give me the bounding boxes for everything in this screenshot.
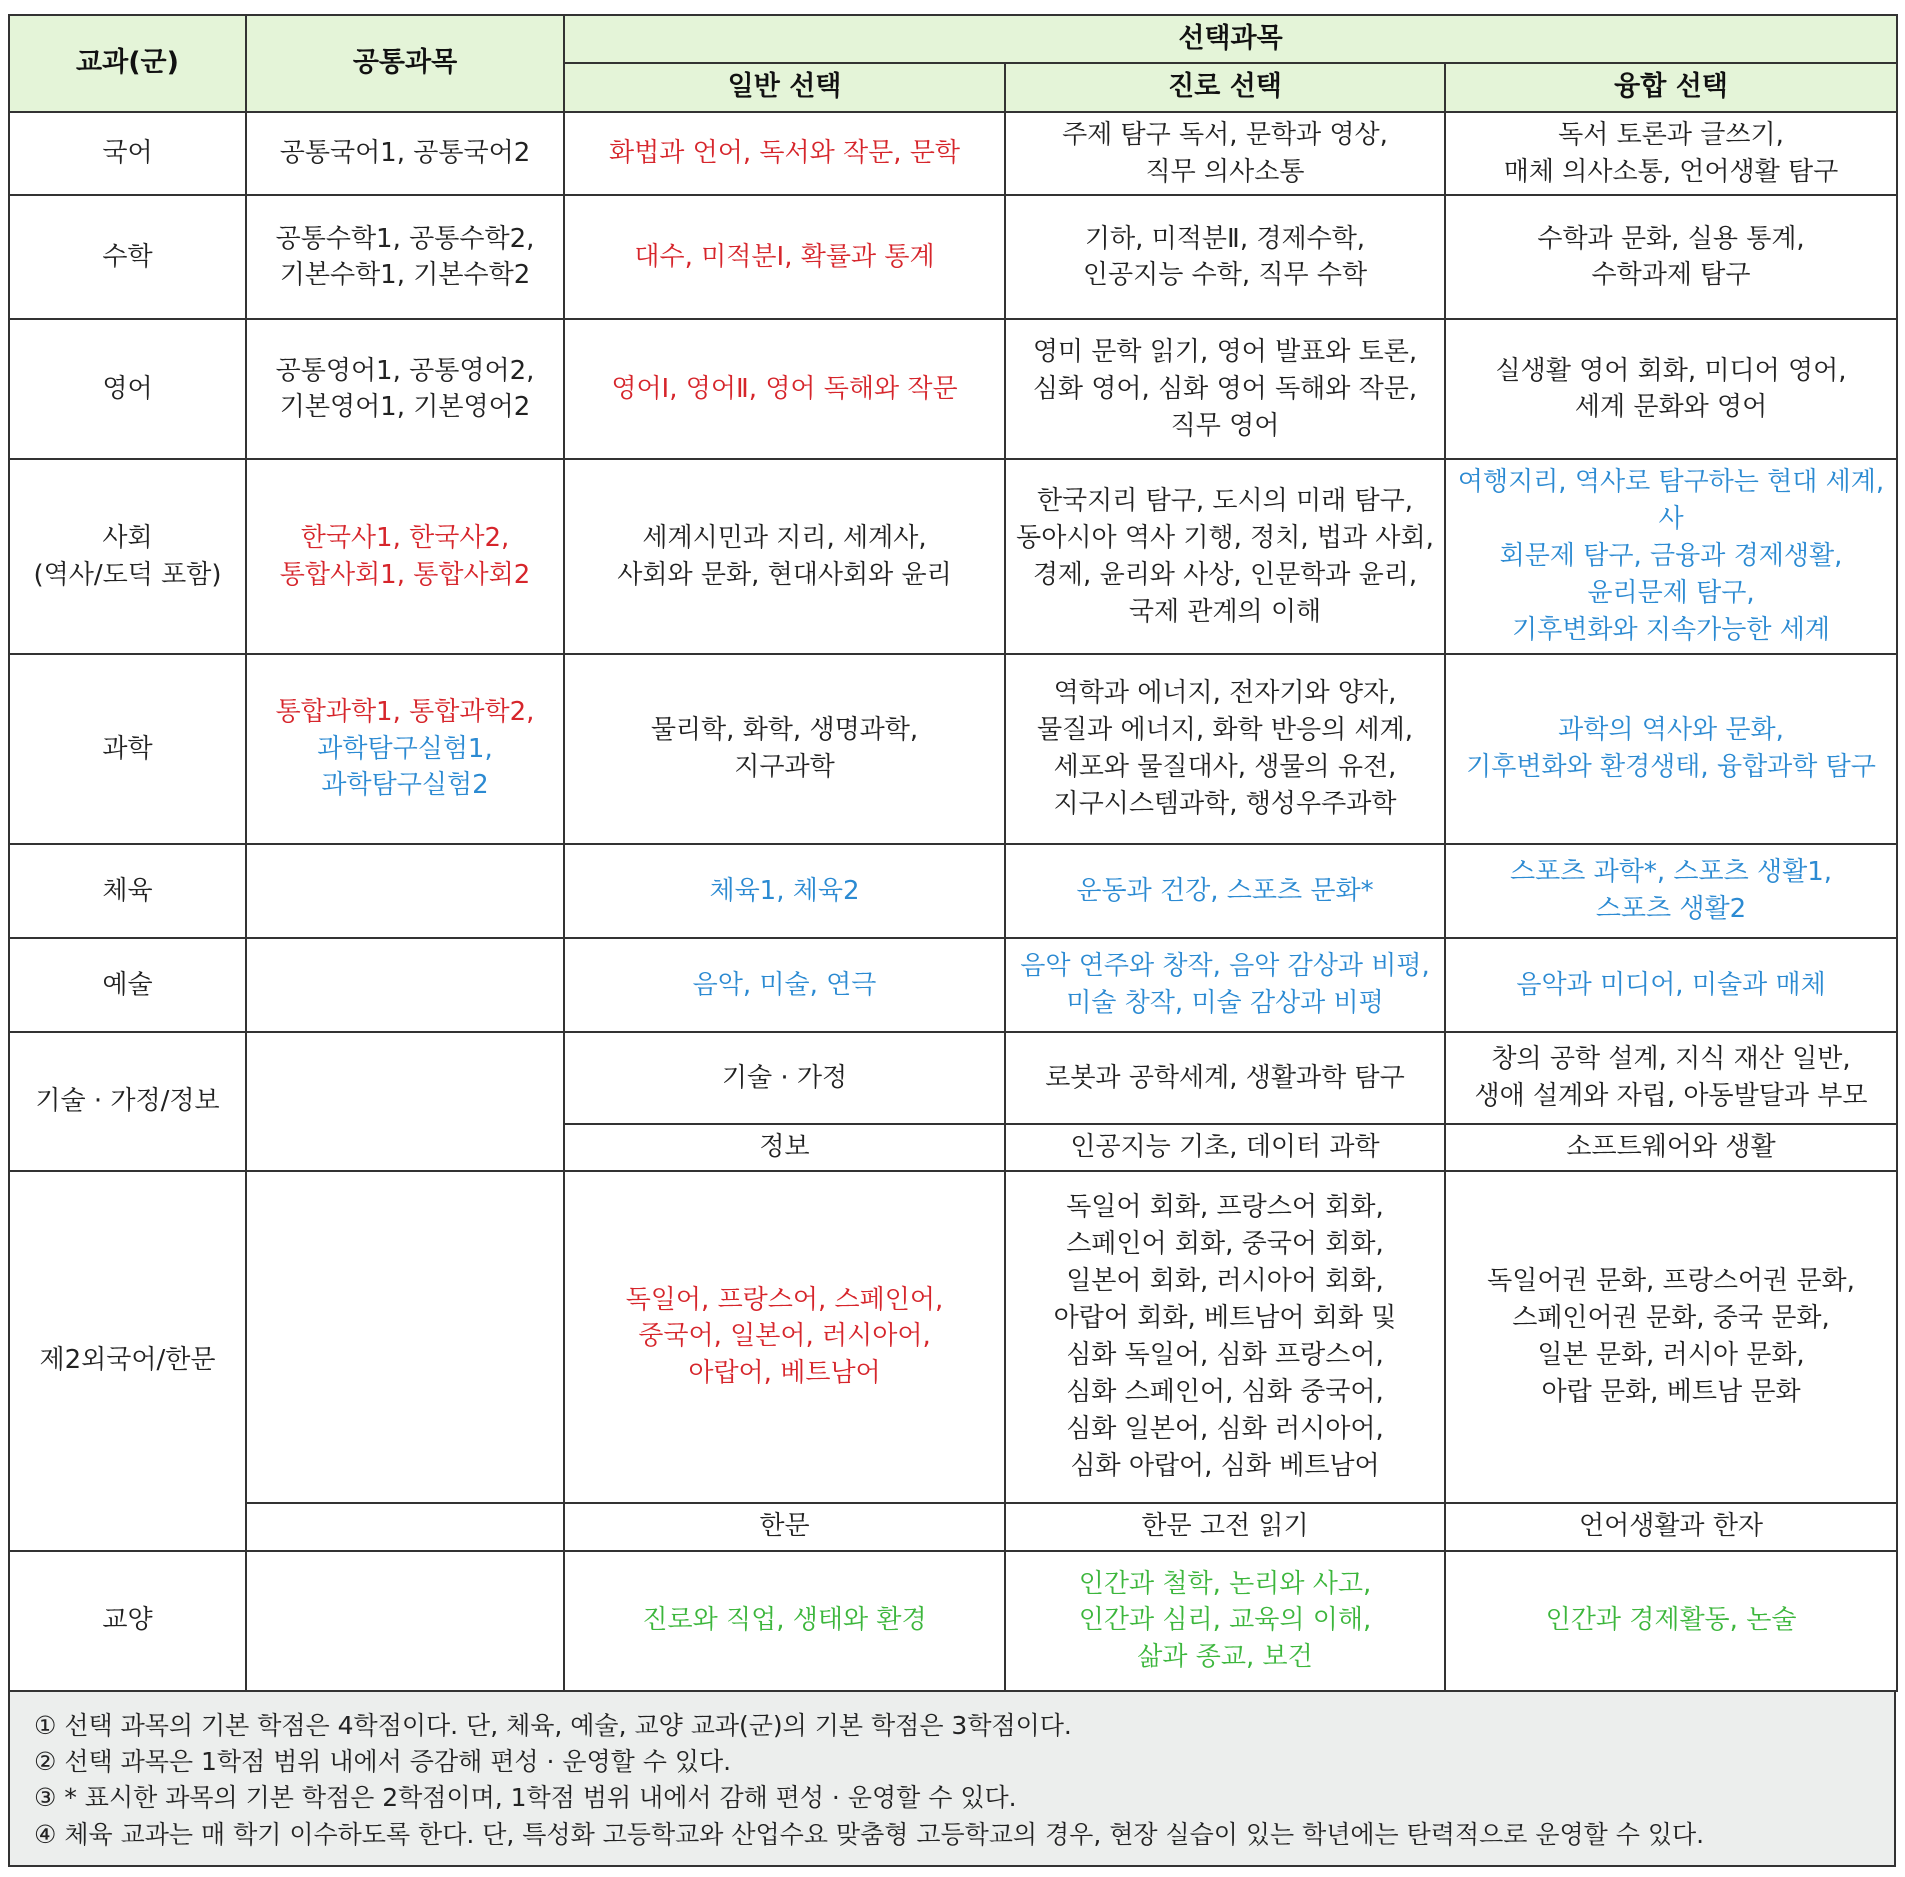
cell-line: 사회와 문화, 현대사회와 윤리 (617, 559, 952, 590)
general-cell (564, 938, 1005, 1032)
fusion-cell (1445, 319, 1897, 459)
cell-line: 화법과 언어, 독서와 작문, 문학 (609, 138, 960, 169)
common-cell (246, 112, 564, 196)
cell-line: 지구시스템과학, 행성우주과학 (1053, 788, 1397, 819)
cell-line: 교양 (102, 1605, 153, 1636)
cell-line: 스페인어 회화, 중국어 회화, (1066, 1229, 1384, 1260)
cell-line: 기본수학1, 기본수학2 (279, 260, 531, 291)
cell-line: 기후변화와 지속가능한 세계 (1512, 615, 1830, 646)
cell-line: 과학 (102, 733, 153, 764)
cell-line: 인간과 철학, 논리와 사고, (1078, 1568, 1372, 1599)
career-cell (1005, 1171, 1445, 1503)
cell-line: (역사/도덕 포함) (33, 559, 222, 590)
cell-line: 심화 독일어, 심화 프랑스어, (1066, 1339, 1384, 1370)
fusion-cell (1445, 195, 1897, 319)
fusion-cell (1445, 1551, 1897, 1691)
career-cell (1005, 938, 1445, 1032)
cell-line: 미술 창작, 미술 감상과 비평 (1066, 988, 1384, 1018)
note-item: ③ * 표시한 과목의 기본 학점은 2학점이며, 1학점 범위 내에서 감해 편성 · 운영할 수 있다. (34, 1783, 1017, 1813)
cell-line: 생애 설계와 자립, 아동발달과 부모 (1474, 1081, 1868, 1111)
general-cell (564, 1124, 1005, 1171)
fusion-cell (1445, 938, 1897, 1032)
cell-line: 동아시아 역사 기행, 정치, 법과 사회, (1016, 522, 1434, 553)
cell-line: 기술 · 가정 (721, 1062, 848, 1093)
common-cell (246, 1503, 564, 1551)
general-cell (564, 1171, 1005, 1503)
fusion-cell (1445, 844, 1897, 938)
cell-line: 체육 (102, 875, 153, 906)
header-subject-group: 교과(군) (9, 15, 246, 112)
curriculum-table (8, 14, 1898, 1692)
cell-line: 스포츠 생활2 (1595, 894, 1747, 924)
subject-cell (9, 1171, 246, 1551)
curriculum-table-wrapper (8, 14, 1896, 1867)
note-item: ① 선택 과목의 기본 학점은 4학점이다. 단, 체육, 예술, 교양 교과(군)의 기본 학점은 3학점이다. (34, 1710, 1072, 1740)
fusion-cell (1445, 654, 1897, 844)
header-general: 일반 선택 (564, 63, 1005, 111)
cell-line: 일본어 회화, 러시아어 회화, (1066, 1266, 1384, 1297)
cell-line: 정보 (759, 1132, 810, 1162)
cell-line: 아랍 문화, 베트남 문화 (1541, 1376, 1801, 1407)
common-cell (246, 654, 564, 844)
fusion-cell (1445, 459, 1897, 654)
cell-line: 음악, 미술, 연극 (692, 969, 877, 1000)
subject-cell (9, 1032, 246, 1171)
cell-line: 기후변화와 환경생태, 융합과학 탐구 (1466, 752, 1876, 782)
row-foreign-b (9, 1503, 1897, 1551)
cell-line: 세계 문화와 영어 (1574, 392, 1768, 423)
cell-line: 인공지능 기초, 데이터 과학 (1070, 1132, 1380, 1162)
general-cell (564, 844, 1005, 938)
cell-line: 실생활 영어 회화, 미디어 영어, (1495, 355, 1847, 386)
cell-line: 기술 · 가정/정보 (35, 1086, 220, 1116)
cell-line: 수학과제 탐구 (1591, 260, 1751, 291)
header-common: 공통과목 (246, 15, 564, 112)
general-cell (564, 1032, 1005, 1124)
cell-line: 예술 (102, 969, 153, 1000)
row-english (9, 319, 1897, 459)
cell-line: 운동과 건강, 스포츠 문화* (1076, 875, 1374, 906)
row-pe (9, 844, 1897, 938)
fusion-cell (1445, 1503, 1897, 1551)
cell-line: 심화 영어, 심화 영어 독해와 작문, (1032, 374, 1418, 405)
cell-line: 윤리문제 탐구, (1587, 578, 1755, 609)
subject-cell (9, 112, 246, 196)
row-liberal (9, 1551, 1897, 1691)
subject-cell (9, 319, 246, 459)
cell-line: 삶과 종교, 보건 (1137, 1642, 1313, 1673)
cell-line: 물리학, 화학, 생명과학, (650, 715, 919, 746)
cell-line: 아랍어, 베트남어 (688, 1358, 881, 1389)
note-item: ② 선택 과목은 1학점 범위 내에서 증감해 편성 · 운영할 수 있다. (34, 1747, 732, 1777)
subject-cell (9, 844, 246, 938)
cell-line: 심화 아랍어, 심화 베트남어 (1070, 1450, 1380, 1481)
cell-line: 국제 관계의 이해 (1128, 596, 1322, 627)
general-cell (564, 459, 1005, 654)
cell-line: 로봇과 공학세계, 생활과학 탐구 (1045, 1062, 1405, 1093)
cell-line: 독일어, 프랑스어, 스페인어, (625, 1284, 944, 1315)
cell-line: 창의 공학 설계, 지식 재산 일반, (1491, 1044, 1851, 1075)
common-cell (246, 195, 564, 319)
cell-line: 일본 문화, 러시아 문화, (1537, 1339, 1805, 1370)
career-cell (1005, 112, 1445, 196)
career-cell (1005, 654, 1445, 844)
cell-line: 수학과 문화, 실용 통계, (1537, 223, 1805, 254)
cell-line: 물질과 에너지, 화학 반응의 세계, (1036, 715, 1414, 746)
cell-line: 과학탐구실험1, (317, 733, 493, 764)
cell-line: 직무 영어 (1170, 410, 1280, 441)
cell-line: 언어생활과 한자 (1578, 1511, 1764, 1542)
cell-line: 한국지리 탐구, 도시의 미래 탐구, (1036, 485, 1414, 516)
common-cell (246, 1551, 564, 1691)
header-elective: 선택과목 (564, 15, 1897, 63)
row-math (9, 195, 1897, 319)
common-lab-lines (255, 731, 555, 805)
header-career: 진로 선택 (1005, 63, 1445, 111)
subject-cell (9, 195, 246, 319)
common-cell (246, 1171, 564, 1503)
cell-line: 과학의 역사와 문화, (1558, 715, 1784, 746)
row-tech-a (9, 1032, 1897, 1124)
cell-line: 대수, 미적분Ⅰ, 확률과 통계 (634, 242, 935, 273)
cell-line: 주제 탐구 독서, 문학과 영상, (1062, 119, 1388, 150)
cell-line: 음악 연주와 창작, 음악 감상과 비평, (1020, 951, 1430, 982)
cell-line: 심화 일본어, 심화 러시아어, (1066, 1413, 1384, 1444)
cell-line: 수학 (102, 242, 153, 273)
career-cell (1005, 459, 1445, 654)
career-cell (1005, 1551, 1445, 1691)
cell-line: 한국사1, 한국사2, (300, 522, 510, 553)
cell-line: 심화 스페인어, 심화 중국어, (1066, 1376, 1384, 1407)
common-cell (246, 1032, 564, 1171)
career-cell (1005, 195, 1445, 319)
row-society (9, 459, 1897, 654)
fusion-cell (1445, 1032, 1897, 1124)
cell-line: 체육1, 체육2 (709, 875, 860, 906)
cell-line: 국어 (102, 138, 153, 169)
cell-line: 기본영어1, 기본영어2 (279, 392, 531, 423)
cell-line: 통합과학1, 통합과학2, (275, 696, 535, 727)
cell-line: 독일어 회화, 프랑스어 회화, (1066, 1192, 1384, 1223)
common-required-lines (255, 694, 555, 731)
subject-cell (9, 459, 246, 654)
cell-line: 음악과 미디어, 미술과 매체 (1516, 969, 1826, 1000)
cell-line: 스포츠 과학*, 스포츠 생활1, (1510, 857, 1833, 888)
cell-line: 사회 (102, 522, 153, 553)
cell-line: 경제, 윤리와 사상, 인문학과 윤리, (1032, 559, 1418, 590)
general-cell (564, 112, 1005, 196)
row-arts (9, 938, 1897, 1032)
general-cell (564, 195, 1005, 319)
cell-line: 한문 고전 읽기 (1141, 1511, 1309, 1542)
common-cell (246, 459, 564, 654)
cell-line: 직무 의사소통 (1145, 156, 1305, 187)
general-cell (564, 654, 1005, 844)
career-cell (1005, 1503, 1445, 1551)
fusion-cell (1445, 1171, 1897, 1503)
header-fusion: 융합 선택 (1445, 63, 1897, 111)
subject-cell (9, 654, 246, 844)
common-cell (246, 844, 564, 938)
general-cell (564, 319, 1005, 459)
header-row-1 (9, 15, 1897, 63)
fusion-cell (1445, 112, 1897, 196)
cell-line: 공통수학1, 공통수학2, (275, 223, 535, 254)
cell-line: 회문제 탐구, 금융과 경제생활, (1499, 541, 1843, 572)
cell-line: 스페인어권 문화, 중국 문화, (1512, 1303, 1830, 1333)
subject-cell (9, 938, 246, 1032)
common-cell (246, 938, 564, 1032)
cell-line: 세계시민과 지리, 세계사, (642, 522, 927, 553)
common-cell (246, 319, 564, 459)
general-cell (564, 1551, 1005, 1691)
cell-line: 인공지능 수학, 직무 수학 (1082, 260, 1368, 291)
cell-line: 매체 의사소통, 언어생활 탐구 (1503, 156, 1839, 187)
cell-line: 기하, 미적분Ⅱ, 경제수학, (1084, 223, 1366, 254)
cell-line: 인간과 경제활동, 논술 (1545, 1605, 1797, 1636)
cell-line: 영어 (102, 374, 153, 405)
row-korean (9, 112, 1897, 196)
fusion-cell (1445, 1124, 1897, 1171)
cell-line: 아랍어 회화, 베트남어 회화 및 (1053, 1303, 1397, 1333)
row-foreign-a (9, 1171, 1897, 1503)
cell-line: 영어Ⅰ, 영어Ⅱ, 영어 독해와 작문 (611, 374, 958, 405)
cell-line: 진로와 직업, 생태와 환경 (642, 1605, 927, 1636)
cell-line: 제2외국어/한문 (39, 1345, 216, 1376)
cell-line: 세포와 물질대사, 생물의 유전, (1053, 752, 1397, 782)
subject-cell (9, 1551, 246, 1691)
career-cell (1005, 1124, 1445, 1171)
cell-line: 영미 문학 읽기, 영어 발표와 토론, (1032, 337, 1418, 368)
cell-line: 통합사회1, 통합사회2 (279, 559, 531, 590)
note-item: ④ 체육 교과는 매 학기 이수하도록 한다. 단, 특성화 고등학교와 산업수요 맞춤형 고등학교의 경우, 현장 실습이 있는 학년에는 탄력적으로 운영할 수 있다. (34, 1819, 1705, 1849)
general-cell (564, 1503, 1005, 1551)
cell-line: 공통국어1, 공통국어2 (279, 138, 531, 169)
cell-line: 인간과 심리, 교육의 이해, (1078, 1605, 1372, 1636)
cell-line: 독일어권 문화, 프랑스어권 문화, (1487, 1266, 1855, 1297)
career-cell (1005, 844, 1445, 938)
cell-line: 중국어, 일본어, 러시아어, (638, 1321, 931, 1352)
cell-line: 역학과 에너지, 전자기와 양자, (1053, 678, 1397, 709)
cell-line: 과학탐구실험2 (321, 770, 489, 801)
cell-line: 여행지리, 역사로 탐구하는 현대 세계, 사 (1457, 467, 1885, 535)
cell-line: 독서 토론과 글쓰기, (1558, 119, 1784, 150)
career-cell (1005, 319, 1445, 459)
cell-line: 공통영어1, 공통영어2, (275, 355, 535, 386)
career-cell (1005, 1032, 1445, 1124)
cell-line: 지구과학 (734, 752, 835, 782)
notes-box (8, 1692, 1896, 1867)
cell-line: 소프트웨어와 생활 (1566, 1132, 1776, 1162)
row-science (9, 654, 1897, 844)
cell-line: 한문 (759, 1511, 810, 1542)
